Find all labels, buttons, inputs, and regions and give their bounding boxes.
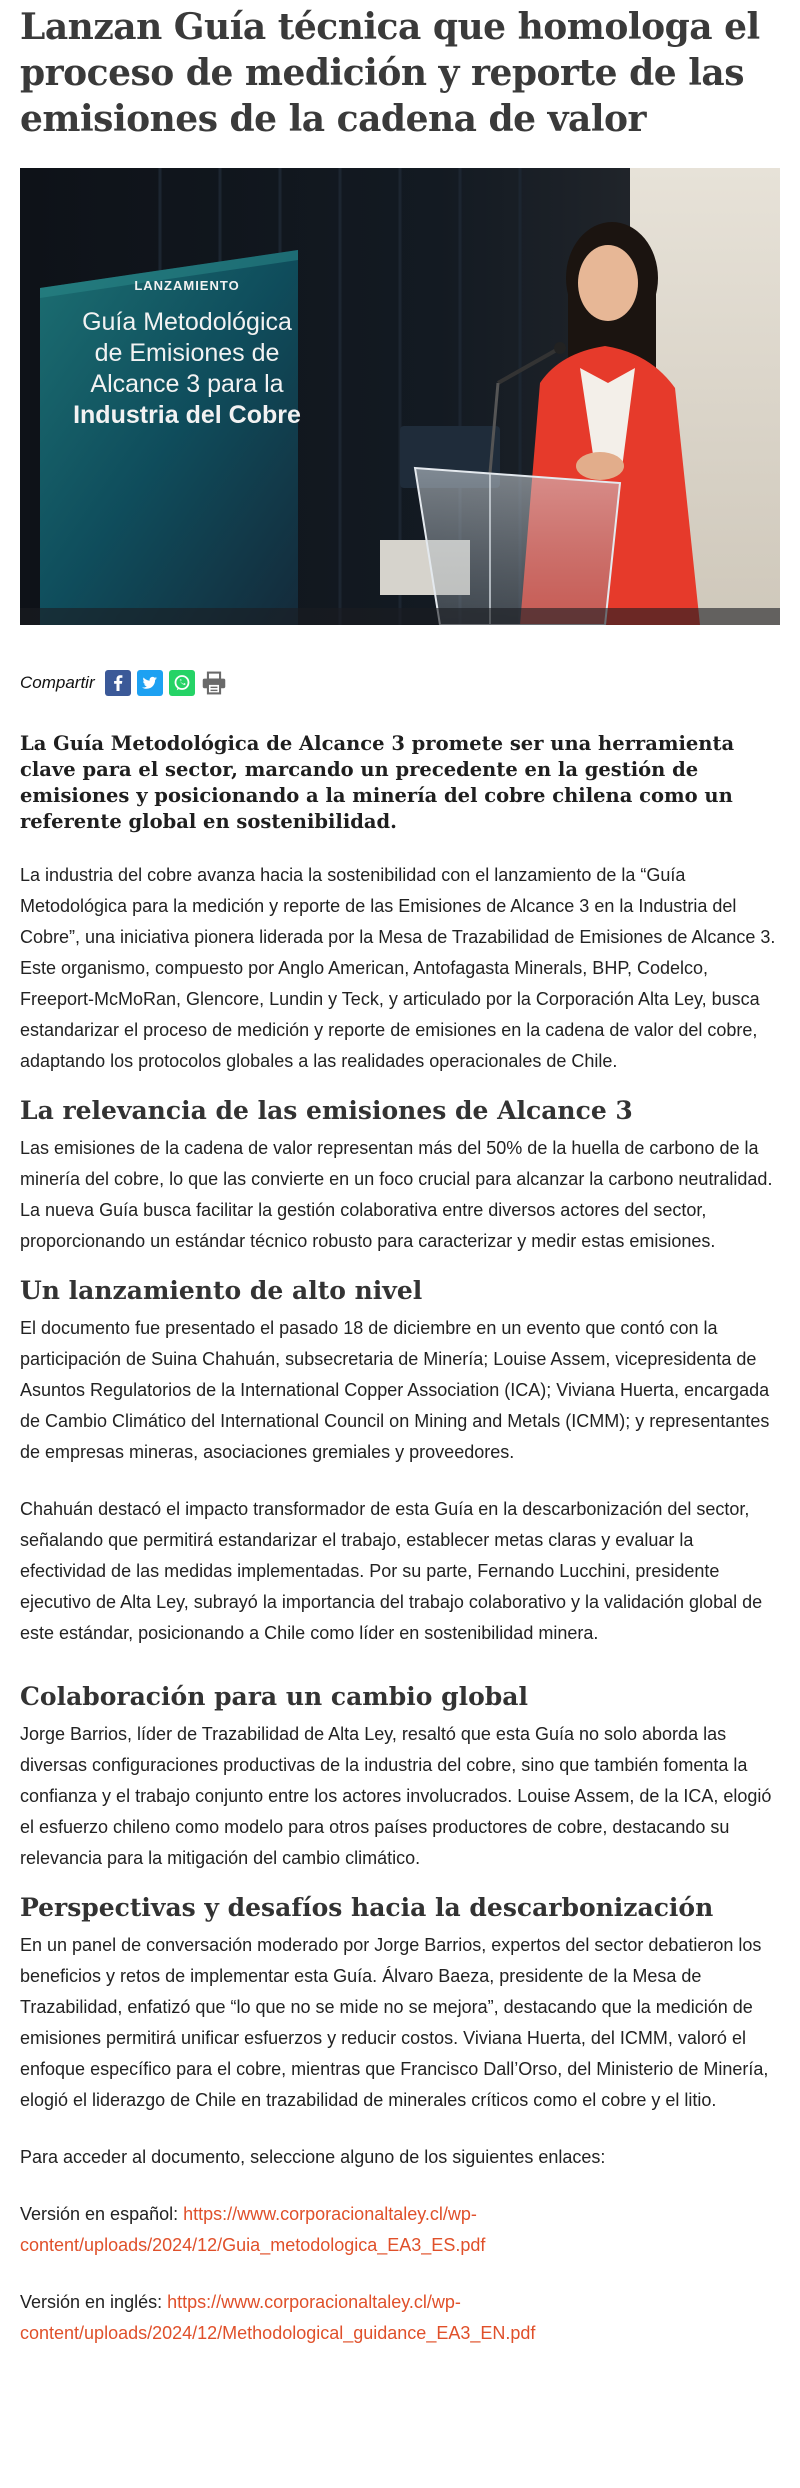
hero-image — [20, 168, 780, 625]
heading-lanzamiento: Un lanzamiento de alto nivel — [20, 1276, 423, 1305]
heading-perspectivas: Perspectivas y desafíos hacia la descarbonización — [20, 1893, 714, 1922]
screen-title-line-4: Industria del Cobre — [73, 401, 301, 429]
link-row-spanish — [20, 2199, 780, 2261]
screen-caption — [72, 278, 302, 431]
heading-colaboracion: Colaboración para un cambio global — [20, 1682, 528, 1711]
article-lead: La Guía Metodológica de Alcance 3 promete ser una herramienta clave para el sector, marcando un precedente en la gestión de emisiones y posicionando a la minería del cobre chilena como un referente global en sostenibilidad. — [20, 732, 735, 833]
facebook-share-button[interactable] — [105, 670, 131, 696]
facebook-icon — [105, 670, 131, 696]
screen-kicker: LANZAMIENTO — [134, 278, 240, 293]
paragraph-relevancia: Las emisiones de la cadena de valor representan más del 50% de la huella de carbono de la minería del cobre, lo que las convierte en un foco crucial para alcanzar la carbono neutralidad. La nueva Guía busca facilitar la gestión colaborativa entre diversos actores del sector, proporcionando un estándar técnico robusto para caracterizar y medir estas emisiones. — [20, 1138, 773, 1251]
share-bar — [20, 667, 780, 699]
paragraph-lanzamiento-2: Chahuán destacó el impacto transformador de esta Guía en la descarbonización del sector, señalando que permitirá estandarizar el trabajo, establecer metas claras y evaluar la efectividad de las medidas implementadas. Por su parte, Fernando Lucchini, presidente ejecutivo de Alta Ley, subrayó la importancia del trabajo colaborativo y la validación global de este estándar, posicionando a Chile como líder en sostenibilidad minera. — [20, 1499, 763, 1643]
paragraph-acceso: Para acceder al documento, seleccione alguno de los siguientes enlaces: — [20, 2147, 606, 2167]
article-title: Lanzan Guía técnica que homologa el proceso de medición y reporte de las emisiones de la cadena de valor — [20, 6, 760, 140]
paragraph-intro: La industria del cobre avanza hacia la sostenibilidad con el lanzamiento de la “Guía Metodológica para la medición y reporte de las Emisiones de Alcance 3 en la Industria del Cobre”, una iniciativa pionera liderada por la Mesa de Trazabilidad de Emisiones de Alcance 3. Este organismo, compuesto por Anglo American, Antofagasta Minerals, BHP, Codelco, Freeport-McMoRan, Glencore, Lundin y Teck, y articulado por la Corporación Alta Ley, busca estandarizar el proceso de medición y reporte de emisiones en la cadena de valor del cobre, adaptando los protocolos globales a las realidades operacionales de Chile. — [20, 865, 776, 1071]
printer-icon — [201, 669, 227, 697]
spanish-version-label: Versión en español: — [20, 2204, 184, 2224]
english-version-link[interactable]: https://www.corporacionaltaley.cl/wp-content/uploads/2024/12/Methodological_guidance_EA3_EN.pdf — [20, 2292, 536, 2343]
link-row-english — [20, 2287, 780, 2349]
heading-relevancia: La relevancia de las emisiones de Alcance 3 — [20, 1096, 633, 1125]
english-version-label: Versión en inglés: — [20, 2292, 168, 2312]
screen-title-line-1: Guía Metodológica — [82, 308, 292, 336]
paragraph-colaboracion: Jorge Barrios, líder de Trazabilidad de Alta Ley, resaltó que esta Guía no solo aborda las diversas configuraciones productivas de la industria del cobre, sino que también fomenta la confianza y el trabajo conjunto entre los actores involucrados. Louise Assem, de la ICA, elogió el esfuerzo chileno como modelo para otros países productores de cobre, destacando su relevancia para la mitigación del cambio climático. — [20, 1724, 772, 1868]
share-label: Compartir — [20, 673, 95, 692]
screen-title-line-2: de Emisiones de — [94, 339, 280, 367]
whatsapp-share-button[interactable] — [169, 670, 195, 696]
paragraph-perspectivas: En un panel de conversación moderado por Jorge Barrios, expertos del sector debatieron los beneficios y retos de implementar esta Guía. Álvaro Baeza, presidente de la Mesa de Trazabilidad, enfatizó que “lo que no se mide no se mejora”, destacando que la medición de emisiones permitirá unificar esfuerzos y reducir costos. Viviana Huerta, del ICMM, valoró el enfoque específico para el cobre, mientras que Francisco Dall’Orso, del Ministerio de Minería, elogió el liderazgo de Chile en trazabilidad de minerales críticos como el cobre y el litio. — [20, 1935, 769, 2110]
twitter-share-button[interactable] — [137, 670, 163, 696]
whatsapp-icon — [169, 670, 195, 696]
twitter-icon — [137, 670, 163, 696]
spanish-version-link[interactable]: https://www.corporacionaltaley.cl/wp-content/uploads/2024/12/Guia_metodologica_EA3_ES.pdf — [20, 2204, 486, 2255]
screen-title-line-3: Alcance 3 para la — [90, 370, 284, 398]
paragraph-lanzamiento-1: El documento fue presentado el pasado 18 de diciembre en un evento que contó con la participación de Suina Chahuán, subsecretaria de Minería; Louise Assem, vicepresidenta de Asuntos Regulatorios de la International Copper Association (ICA); Viviana Huerta, encargada de Cambio Climático del International Council on Mining and Metals (ICMM); y representantes de empresas mineras, asociaciones gremiales y proveedores. — [20, 1318, 770, 1462]
print-button[interactable] — [201, 670, 227, 696]
